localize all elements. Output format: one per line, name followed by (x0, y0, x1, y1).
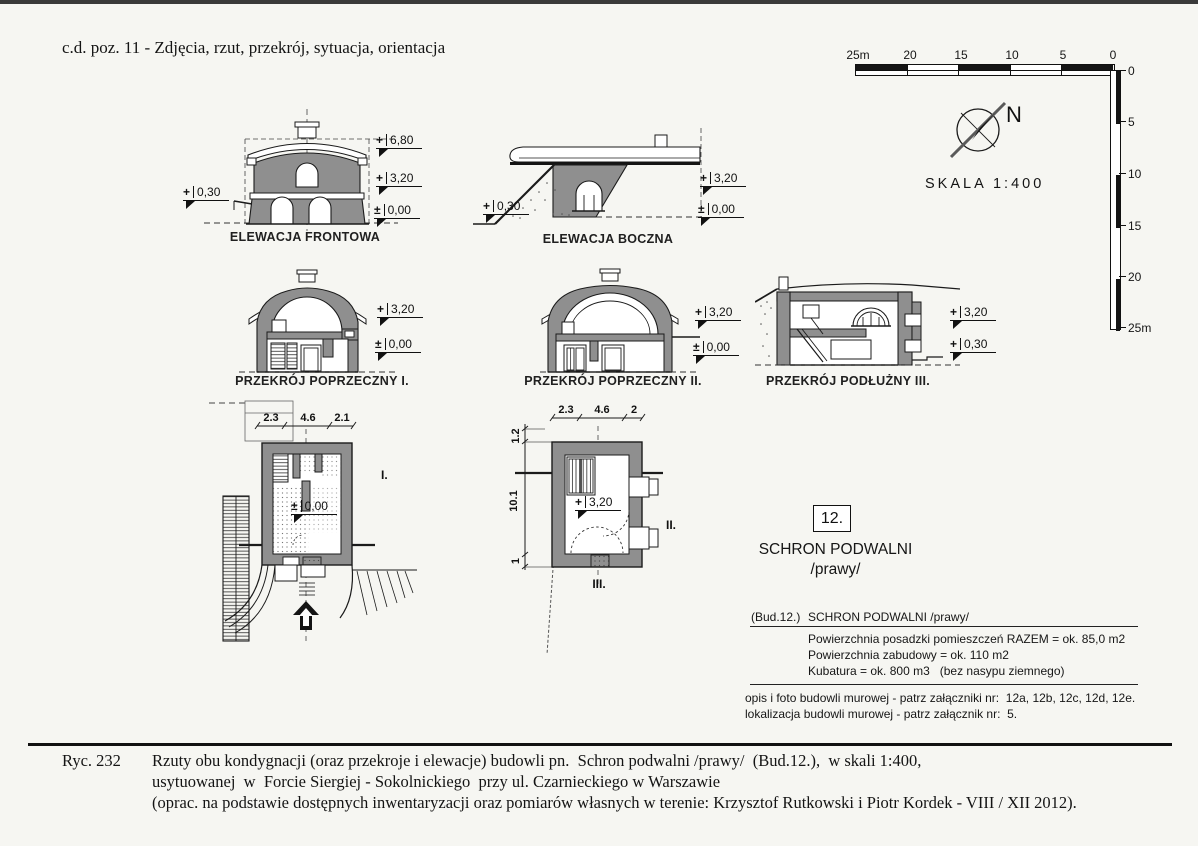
level-triangle-icon (486, 215, 495, 223)
level-marker (376, 134, 422, 158)
level-value: 3,20 (585, 496, 612, 508)
scale-tick: 0 (1109, 48, 1117, 62)
section-mark-1: I. (381, 468, 388, 482)
level-marker (376, 172, 422, 196)
info-note: lokalizacja budowli murowej - patrz załącznik nr: 5. (745, 707, 1018, 721)
building-subtitle: /prawy/ (810, 561, 861, 578)
lower-floor-plan-drawing (205, 393, 440, 655)
level-marker (183, 186, 229, 210)
scale-tick: 0 (1128, 64, 1135, 78)
building-number-box: 12. (813, 505, 851, 532)
level-marker (575, 496, 621, 520)
dim-label: 2.3 (263, 412, 279, 424)
level-marker (291, 500, 337, 524)
level-triangle-icon (379, 149, 388, 157)
level-sign: ± (291, 499, 298, 513)
level-triangle-icon (953, 353, 962, 361)
info-rule-top (750, 626, 1138, 627)
level-value: 0,00 (703, 341, 730, 353)
caption-line: (oprac. na podstawie dostępnych inwentaryzacji oraz pomiarów własnych w terenie: Krzysztof Rutkowski i Piotr Kordek - VIII / XII 2012). (152, 793, 1077, 812)
section-mark-3: III. (592, 577, 606, 591)
level-value: 3,20 (710, 172, 737, 184)
dim-label: 4.6 (300, 412, 316, 424)
level-marker (483, 200, 529, 224)
info-title: SCHRON PODWALNI /prawy/ (808, 610, 969, 624)
north-label: N (1006, 102, 1022, 127)
horizontal-scale-bar (855, 64, 1115, 76)
level-sign: + (575, 495, 583, 509)
caption-line: usytuowanej w Forcie Siergiej - Sokolnickiego przy ul. Czarnieckiego w Warszawie (152, 772, 721, 791)
dim-label: 1.2 (510, 428, 522, 444)
level-value: 0,30 (193, 186, 220, 198)
level-sign: + (376, 133, 384, 147)
level-sign: ± (693, 340, 700, 354)
scale-tick: 25m (1128, 321, 1152, 335)
level-value: 0,00 (384, 204, 411, 216)
level-sign: + (377, 302, 385, 316)
level-sign: + (950, 337, 958, 351)
scale-tick: 25m (846, 48, 870, 62)
level-value: 3,20 (960, 306, 987, 318)
level-triangle-icon (186, 201, 195, 209)
level-marker (693, 341, 739, 365)
level-marker (695, 306, 741, 330)
vertical-scale-bar (1110, 70, 1121, 330)
scale-tick: 5 (1059, 48, 1067, 62)
terrain-stipple (760, 301, 772, 357)
level-value: 3,20 (386, 172, 413, 184)
level-sign: ± (698, 202, 705, 216)
longitudinal-section-3-drawing (755, 272, 965, 377)
caption-line: Rzuty obu kondygnacji (oraz przekroje i elewacje) budowli pn. Schron podwalni /prawy/ (Bud.12.), w skali 1:400, (152, 751, 922, 770)
info-row: Powierzchnia posadzki pomieszczeń RAZEM = ok. 85,0 m2 (808, 632, 1126, 646)
level-sign: + (950, 305, 958, 319)
level-triangle-icon (380, 318, 389, 326)
side-elevation-label: ELEWACJA BOCZNA (542, 232, 674, 246)
level-triangle-icon (703, 187, 712, 195)
longitudinal-section-3-label: PRZEKRÓJ PODŁUŻNY III. (765, 374, 931, 388)
dim-label: 1 (510, 557, 522, 565)
level-triangle-icon (379, 187, 388, 195)
level-marker (700, 172, 746, 196)
info-note: opis i foto budowli murowej - patrz załączniki nr: 12a, 12b, 12c, 12d, 12e. (745, 691, 1136, 705)
level-triangle-icon (953, 321, 962, 329)
scale-tick: 5 (1128, 115, 1135, 129)
scale-tick: 20 (1128, 270, 1142, 284)
scale-tick: 20 (903, 48, 917, 62)
dim-label: 4.6 (594, 404, 610, 416)
level-sign: + (483, 199, 491, 213)
level-value: 3,20 (387, 303, 414, 315)
scale-tick: 15 (1128, 219, 1142, 233)
building-title: SCHRON PODWALNI (758, 541, 913, 558)
scale-tick: 10 (1128, 167, 1142, 181)
scale-tick: 15 (954, 48, 968, 62)
info-row: Powierzchnia zabudowy = ok. 110 m2 (808, 648, 1009, 662)
figure-number: Ryc. 232 (62, 751, 121, 770)
level-value: 0,30 (493, 200, 520, 212)
level-value: 0,30 (960, 338, 987, 350)
section-mark-2: II. (666, 518, 677, 532)
level-triangle-icon (377, 219, 386, 227)
level-marker (374, 204, 420, 228)
page-header: c.d. poz. 11 - Zdjęcia, rzut, przekrój, sytuacja, orientacja (62, 38, 446, 57)
dim-label: 2.3 (558, 404, 574, 416)
level-triangle-icon (578, 511, 587, 519)
level-marker (950, 306, 996, 330)
level-value: 6,80 (386, 134, 413, 146)
cross-section-1-label: PRZEKRÓJ POPRZECZNY I. (235, 374, 409, 388)
level-marker (698, 203, 744, 227)
level-value: 3,20 (705, 306, 732, 318)
level-marker (375, 338, 421, 362)
level-sign: ± (375, 337, 382, 351)
north-compass-icon (945, 95, 1015, 165)
info-rule-bottom (750, 684, 1138, 685)
dim-label: 2.1 (334, 412, 350, 424)
level-triangle-icon (698, 321, 707, 329)
level-sign: + (183, 185, 191, 199)
level-marker (377, 303, 423, 327)
level-value: 0,00 (385, 338, 412, 350)
info-ref: (Bud.12.) (751, 610, 801, 624)
level-marker (950, 338, 996, 362)
level-sign: + (700, 171, 708, 185)
level-value: 0,00 (708, 203, 735, 215)
dim-label: 2 (630, 404, 638, 416)
scale-tick: 10 (1005, 48, 1019, 62)
scan-edge-artifact (0, 0, 1198, 4)
level-triangle-icon (701, 218, 710, 226)
level-triangle-icon (294, 515, 303, 523)
info-row: Kubatura = ok. 800 m3 (bez nasypu ziemnego) (808, 664, 1065, 678)
dim-label: 10.1 (508, 490, 520, 512)
cross-section-2-label: PRZEKRÓJ POPRZECZNY II. (524, 374, 702, 388)
level-sign: + (376, 171, 384, 185)
caption-rule (28, 743, 1172, 746)
level-triangle-icon (696, 356, 705, 364)
front-elevation-label: ELEWACJA FRONTOWA (229, 230, 381, 244)
scale-text: SKALA 1:400 (925, 176, 1045, 192)
level-triangle-icon (378, 353, 387, 361)
cross-section-2-drawing (540, 268, 705, 377)
level-sign: + (695, 305, 703, 319)
level-sign: ± (374, 203, 381, 217)
level-value: 0,00 (301, 500, 328, 512)
